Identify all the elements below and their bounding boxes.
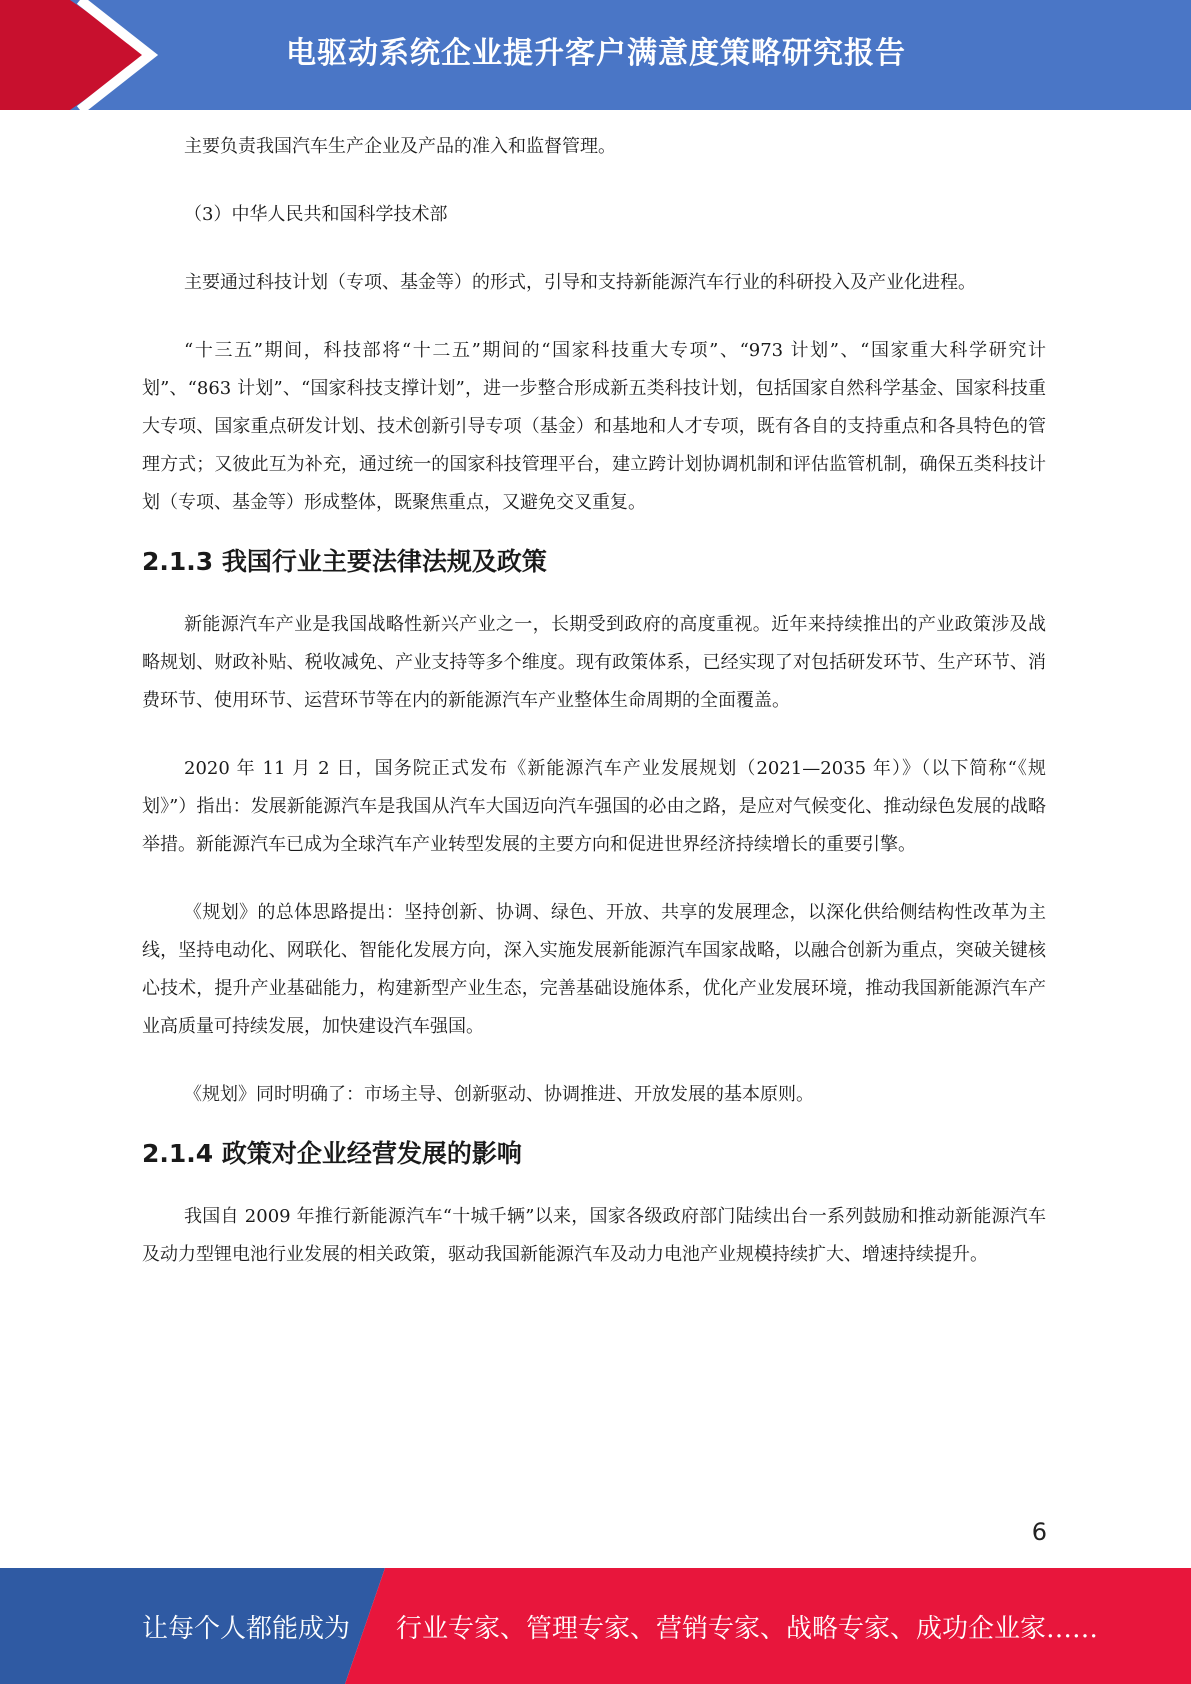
footer-slogan-left: 让每个人都能成为 xyxy=(142,1614,351,1644)
page-header xyxy=(0,0,1191,110)
paragraph-13th-five-year: “十三五”期间，科技部将“十二五”期间的“国家科技重大专项”、“973 计划”、“国家重大科学研究计划”、“863 计划”、“国家科技支撑计划”，进一步整合形成新五类科技计划，包括国家自然科学基金、国家科技重大专项、国家重点研发计划、技术创新引导专项（基金）和基地和人才专项，既有各自的支持重点和各具特色的管理方式；又彼此互为补充，通过统一的国家科技管理平台，建立跨计划协调机制和评估监管机制，确保五类科技计划（专项、基金等）形成整体，既聚焦重点，又避免交叉重复。 xyxy=(142,340,1046,513)
paragraph-plan-approach: 《规划》的总体思路提出：坚持创新、协调、绿色、开放、共享的发展理念，以深化供给侧结构性改革为主线，坚持电动化、网联化、智能化发展方向，深入实施发展新能源汽车国家战略，以融合创新为重点，突破关键核心技术，提升产业基础能力，构建新型产业生态，完善基础设施体系，优化产业发展环境，推动我国新能源汽车产业高质量可持续发展，加快建设汽车强国。 xyxy=(142,902,1046,1037)
report-title: 电驱动系统企业提升客户满意度策略研究报告 xyxy=(286,36,906,71)
section-heading-2-1-3: 2.1.3 我国行业主要法律法规及政策 xyxy=(142,547,547,576)
footer-slogan-right: 行业专家、管理专家、营销专家、战略专家、成功企业家…… xyxy=(396,1614,1099,1644)
paragraph-policy-impact: 我国自 2009 年推行新能源汽车“十城千辆”以来，国家各级政府部门陆续出台一系列鼓励和推动新能源汽车及动力型锂电池行业发展的相关政策，驱动我国新能源汽车及动力电池产业规模持续扩大、增速持续提升。 xyxy=(142,1206,1046,1265)
paragraph-development-plan: 2020 年 11 月 2 日，国务院正式发布《新能源汽车产业发展规划（2021—2035 年）》（以下简称“《规划》”）指出：发展新能源汽车是我国从汽车大国迈向汽车强国的必由之路，是应对气候变化、推动绿色发展的战略举措。新能源汽车已成为全球汽车产业转型发展的主要方向和促进世界经济持续增长的重要引擎。 xyxy=(142,758,1046,855)
main-content xyxy=(142,128,1046,1274)
paragraph-tech-plans: 主要通过科技计划（专项、基金等）的形式，引导和支持新能源汽车行业的科研投入及产业化进程。 xyxy=(184,272,976,293)
paragraph-regulation-duty: 主要负责我国汽车生产企业及产品的准入和监督管理。 xyxy=(184,136,616,157)
paragraph-plan-principles: 《规划》同时明确了：市场主导、创新驱动、协调推进、开放发展的基本原则。 xyxy=(184,1084,814,1105)
page-footer xyxy=(0,1568,1191,1684)
list-item-ministry-of-science: （3）中华人民共和国科学技术部 xyxy=(184,204,448,225)
page-number: 6 xyxy=(1031,1518,1047,1546)
section-heading-2-1-4: 2.1.4 政策对企业经营发展的影响 xyxy=(142,1139,522,1168)
paragraph-industry-policy: 新能源汽车产业是我国战略性新兴产业之一，长期受到政府的高度重视。近年来持续推出的产业政策涉及战略规划、财政补贴、税收减免、产业支持等多个维度。现有政策体系，已经实现了对包括研发环节、生产环节、消费环节、使用环节、运营环节等在内的新能源汽车产业整体生命周期的全面覆盖。 xyxy=(142,614,1046,711)
